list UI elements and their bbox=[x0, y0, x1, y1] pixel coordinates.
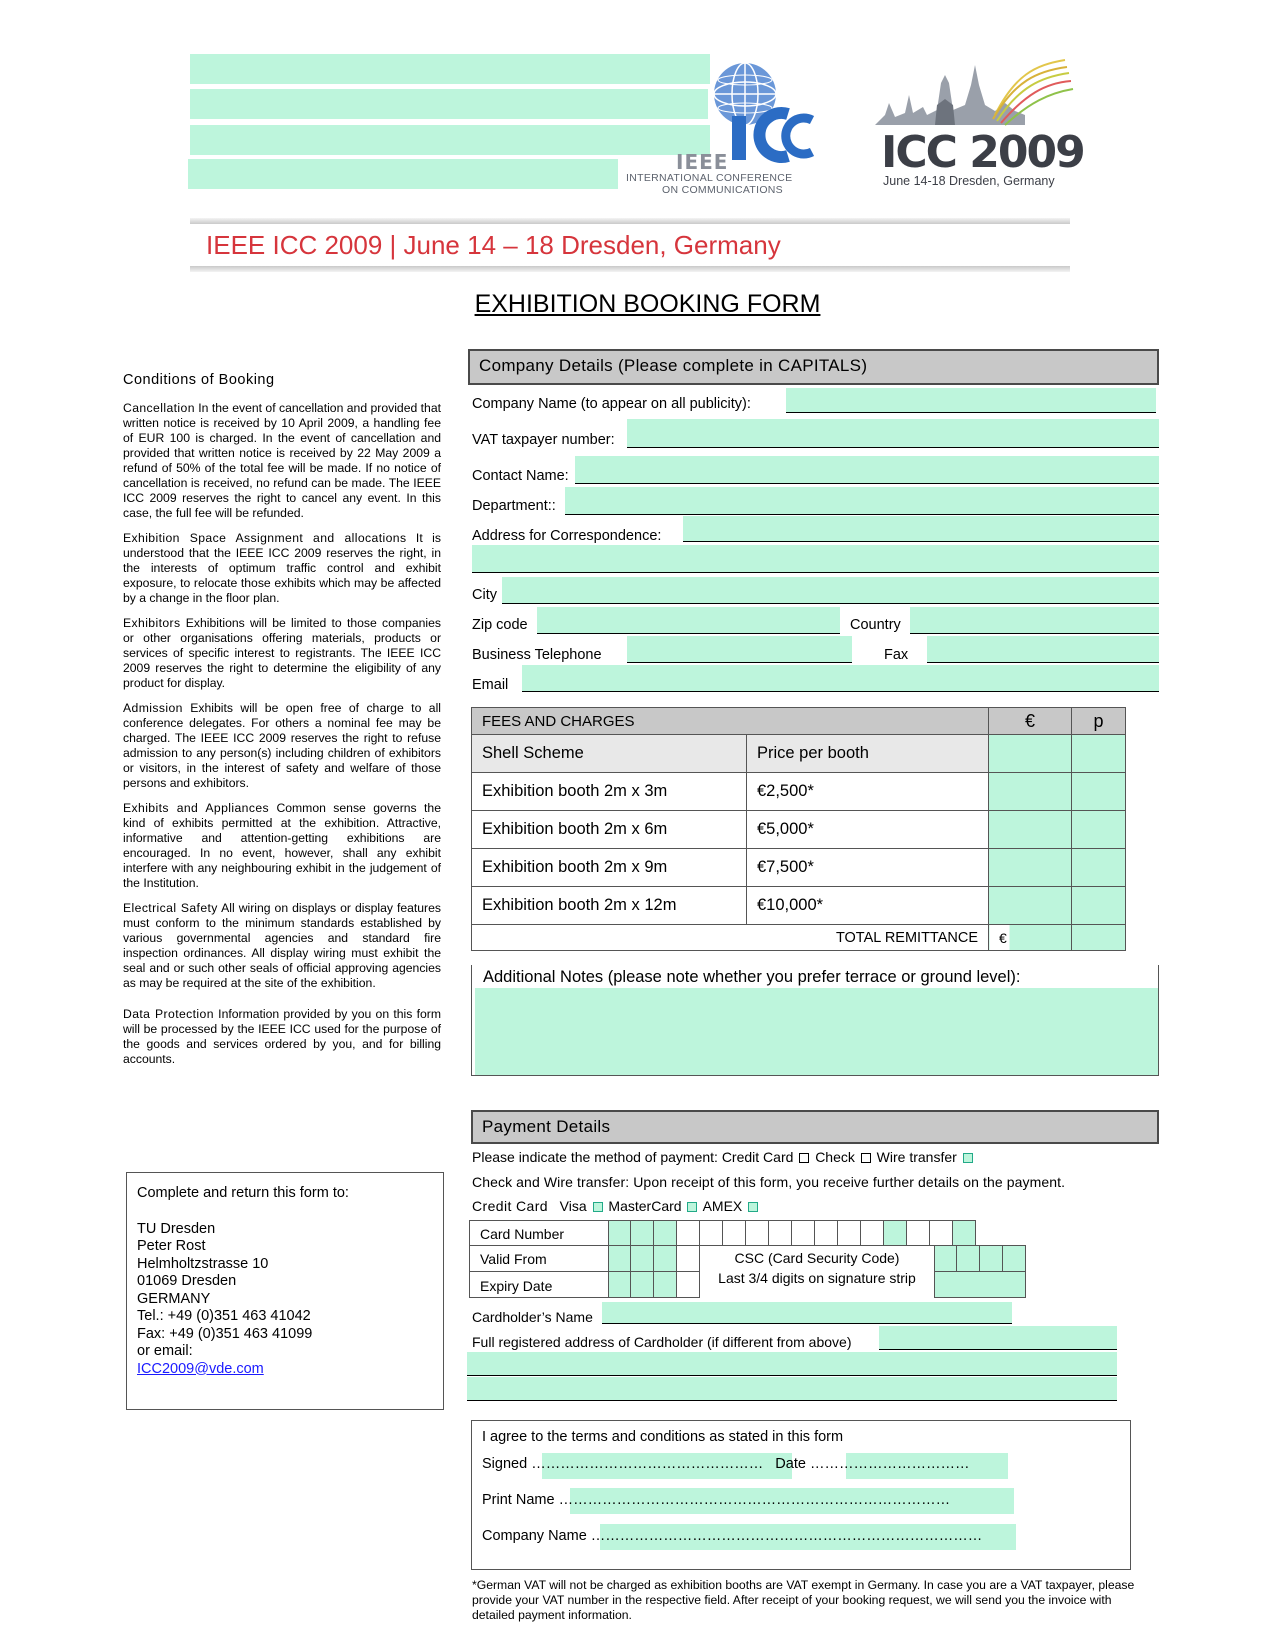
icc2009-subtitle: June 14-18 Dresden, Germany bbox=[883, 174, 1055, 188]
card-digit[interactable] bbox=[746, 1220, 769, 1246]
dresden-skyline-icon bbox=[875, 55, 1085, 135]
expiry-digit[interactable] bbox=[677, 1271, 700, 1298]
address-label: Address for Correspondence: bbox=[472, 528, 662, 544]
booth-name: Exhibition booth 2m x 3m bbox=[472, 773, 747, 811]
fees-header: FEES AND CHARGES bbox=[472, 708, 989, 735]
condition-space-assignment: Exhibition Space Assignment and allocations It is understood that the IEEE ICC 2009 reserves the right, in the interests of optimum traffic control and exhibit exposure, to relocate those exhibits which may be affected by a change in the floor plan. bbox=[123, 531, 441, 605]
return-line: Fax: +49 (0)351 463 41099 bbox=[137, 1325, 313, 1342]
card-digit[interactable] bbox=[953, 1220, 976, 1246]
pence-column-header: p bbox=[1072, 708, 1126, 735]
card-digit[interactable] bbox=[930, 1220, 953, 1246]
card-digit[interactable] bbox=[907, 1220, 930, 1246]
full-address-label: Full registered address of Cardholder (if different from above) bbox=[472, 1334, 852, 1350]
zip-label: Zip code bbox=[472, 617, 528, 633]
valid-digit[interactable] bbox=[631, 1245, 654, 1272]
banner-bottom-rule bbox=[190, 266, 1070, 272]
signed-dots: ………………………………………… bbox=[531, 1456, 764, 1472]
fees-table bbox=[471, 707, 1126, 951]
icc2009-title: ICC 2009 bbox=[881, 127, 1084, 178]
booth-name: Exhibition booth 2m x 12m bbox=[472, 887, 747, 925]
contact-name-field[interactable] bbox=[575, 456, 1159, 484]
mastercard-checkbox[interactable] bbox=[687, 1202, 697, 1212]
signed-row bbox=[482, 1447, 1120, 1481]
booth-price: €7,500* bbox=[747, 849, 989, 887]
card-number-digits[interactable] bbox=[608, 1220, 976, 1246]
agreement-heading: I agree to the terms and conditions as stated in this form bbox=[482, 1429, 844, 1445]
total-currency-symbol: € bbox=[999, 929, 1007, 946]
company-name-dots: ……………………………………………………………………… bbox=[590, 1528, 983, 1544]
zip-field[interactable] bbox=[537, 607, 840, 634]
fax-label: Fax bbox=[884, 647, 909, 663]
conditions-title: Conditions of Booking bbox=[123, 372, 275, 388]
return-address-box bbox=[126, 1172, 444, 1410]
card-type-row: Credit Card Visa MasterCard AMEX bbox=[472, 1198, 760, 1214]
condition-cancellation: Cancellation In the event of cancellation and provided that written notice is received by 10 April 2009, a handling fee of EUR 100 is charged. In the event of cancellation and provided that written notice is received by 22 May 2009 a refund of 50% of the total fee will be made. If no notice of cancellation is received, no refund can be made. The IEEE ICC 2009 reserves the right to cancel any event. In this case, the full fee will be refunded. bbox=[123, 401, 441, 520]
print-name-row bbox=[482, 1483, 1120, 1517]
city-label: City bbox=[472, 587, 497, 603]
country-field[interactable] bbox=[910, 607, 1159, 634]
total-row bbox=[472, 925, 1126, 951]
full-address-field-3[interactable] bbox=[467, 1377, 1117, 1401]
header-field-4[interactable] bbox=[188, 159, 618, 189]
icc-subtitle-1: INTERNATIONAL CONFERENCE bbox=[626, 172, 793, 184]
full-address-field-2[interactable] bbox=[467, 1352, 1117, 1376]
form-title: EXHIBITION BOOKING FORM bbox=[474, 290, 821, 318]
return-line: Peter Rost bbox=[137, 1238, 206, 1254]
phone-field[interactable] bbox=[627, 636, 852, 663]
amount-euro-field[interactable] bbox=[989, 849, 1072, 887]
city-field[interactable] bbox=[502, 577, 1159, 604]
total-pence-field[interactable] bbox=[1072, 925, 1126, 951]
company-name-sig-label: Company Name bbox=[482, 1528, 587, 1544]
card-details-grid bbox=[469, 1220, 1029, 1298]
expiry-label-cell bbox=[469, 1271, 609, 1298]
email-field[interactable] bbox=[522, 665, 1159, 692]
shell-scheme-header: Shell Scheme bbox=[472, 735, 747, 773]
email-label: Email bbox=[472, 677, 509, 693]
table-row bbox=[472, 811, 1126, 849]
department-label: Department:: bbox=[472, 498, 556, 514]
email-link[interactable]: ICC2009@vde.com bbox=[137, 1360, 264, 1377]
check-checkbox[interactable] bbox=[861, 1153, 871, 1163]
return-line: 01069 Dresden bbox=[137, 1273, 237, 1289]
csc-extra-field[interactable] bbox=[934, 1271, 1026, 1298]
return-line: or email: bbox=[137, 1343, 193, 1359]
amount-euro-field[interactable] bbox=[989, 773, 1072, 811]
valid-from-label-cell bbox=[469, 1245, 609, 1272]
expiry-digit[interactable] bbox=[608, 1271, 631, 1298]
booth-price: €5,000* bbox=[747, 811, 989, 849]
additional-notes-field[interactable] bbox=[475, 988, 1158, 1075]
condition-data-protection: Data Protection Information provided by you on this form will be processed by the IEEE ICC used for the purpose of the goods and services ordered by you, and for billing accounts. bbox=[123, 1007, 441, 1066]
booth-name: Exhibition booth 2m x 6m bbox=[472, 811, 747, 849]
valid-from-digits[interactable] bbox=[608, 1245, 700, 1272]
expiry-digits[interactable] bbox=[608, 1271, 700, 1298]
amount-pence-field[interactable] bbox=[1072, 849, 1126, 887]
csc-digit[interactable] bbox=[957, 1245, 980, 1272]
company-name-row bbox=[482, 1519, 1120, 1553]
expiry-digit[interactable] bbox=[654, 1271, 677, 1298]
condition-electrical-safety: Electrical Safety All wiring on displays or display features must conform to the minimum standards established by various governmental agencies and standard fire inspection ordinances. All display wiring must exhibit the seal and or such other seals of official approving agencies as may be required at the site of the exhibition. bbox=[123, 901, 441, 990]
return-heading: Complete and return this form to: bbox=[137, 1185, 349, 1201]
fax-field[interactable] bbox=[927, 636, 1159, 663]
total-euro-field[interactable] bbox=[989, 925, 1072, 951]
csc-label: CSC (Card Security Code) bbox=[734, 1250, 900, 1266]
amount-pence-field[interactable] bbox=[1072, 735, 1126, 773]
expiry-label: Expiry Date bbox=[480, 1278, 553, 1294]
date-label: Date bbox=[775, 1456, 806, 1472]
ieee-logo-text: IEEE bbox=[676, 150, 729, 174]
address-field-1[interactable] bbox=[683, 516, 1159, 542]
return-line: Tel.: +49 (0)351 463 41042 bbox=[137, 1308, 311, 1324]
card-number-label-cell bbox=[469, 1220, 609, 1246]
booth-price: €10,000* bbox=[747, 887, 989, 925]
phone-label: Business Telephone bbox=[472, 647, 602, 663]
banner-top-rule bbox=[190, 218, 1070, 224]
payment-details-header: Payment Details bbox=[471, 1110, 1159, 1144]
signed-label: Signed bbox=[482, 1456, 528, 1472]
card-digit[interactable] bbox=[884, 1220, 907, 1246]
csc-digits[interactable] bbox=[934, 1245, 1026, 1272]
booth-name: Exhibition booth 2m x 9m bbox=[472, 849, 747, 887]
company-name-label: Company Name (to appear on all publicity): bbox=[472, 396, 751, 412]
amount-euro-field[interactable] bbox=[989, 887, 1072, 925]
credit-card-checkbox[interactable] bbox=[799, 1153, 809, 1163]
print-name-dots: ……………………………………………………………………… bbox=[558, 1492, 951, 1508]
department-field[interactable] bbox=[565, 487, 1159, 515]
full-address-field-1[interactable] bbox=[879, 1326, 1117, 1350]
cardholder-label: Cardholder’s Name bbox=[472, 1309, 593, 1325]
card-digit[interactable] bbox=[769, 1220, 792, 1246]
amex-checkbox[interactable] bbox=[748, 1202, 758, 1212]
card-digit[interactable] bbox=[792, 1220, 815, 1246]
conditions-of-booking bbox=[123, 372, 441, 1077]
card-digit[interactable] bbox=[815, 1220, 838, 1246]
vat-label: VAT taxpayer number: bbox=[472, 432, 615, 448]
return-line: Helmholtzstrasse 10 bbox=[137, 1255, 269, 1272]
amount-pence-field[interactable] bbox=[1072, 773, 1126, 811]
return-line: GERMANY bbox=[137, 1290, 211, 1307]
date-dots: …………………………… bbox=[809, 1456, 970, 1472]
card-digit[interactable] bbox=[608, 1220, 631, 1246]
vat-field[interactable] bbox=[627, 419, 1159, 448]
agreement-box bbox=[471, 1420, 1131, 1570]
expiry-digit[interactable] bbox=[631, 1271, 654, 1298]
price-per-booth-header: Price per booth bbox=[747, 735, 989, 773]
payment-method-row: Please indicate the method of payment: Credit Card Check Wire transfer bbox=[472, 1149, 975, 1165]
additional-notes-label: Additional Notes (please note whether you prefer terrace or ground level): bbox=[483, 968, 1021, 986]
amount-euro-field[interactable] bbox=[989, 735, 1072, 773]
vat-footnote: *German VAT will not be charged as exhibition booths are VAT exempt in Germany. In case you are a VAT taxpayer, please provide your VAT number in the respective field. After receipt of your booking request, we will send you the invoice with detailed payment information. bbox=[472, 1578, 1135, 1622]
country-label: Country bbox=[850, 617, 901, 633]
csc-digit[interactable] bbox=[980, 1245, 1003, 1272]
company-name-field[interactable] bbox=[786, 388, 1156, 413]
csc-sublabel: Last 3/4 digits on signature strip bbox=[718, 1270, 916, 1286]
card-digit[interactable] bbox=[700, 1220, 723, 1246]
card-digit[interactable] bbox=[723, 1220, 746, 1246]
icc-subtitle-2: ON COMMUNICATIONS bbox=[662, 184, 783, 196]
card-digit[interactable] bbox=[861, 1220, 884, 1246]
condition-exhibits-appliances: Exhibits and Appliances Common sense governs the kind of exhibits permitted at the exhibition. Attractive, informative and attention-getting exhibitions are encouraged. In no event, however, shall any exhibit interfere with any neighbouring exhibit in the judgement of the Institution. bbox=[123, 801, 441, 890]
condition-exhibitors: Exhibitors Exhibitions will be limited to those companies or other organisations offering materials, products or services of specific interest to registrants. The IEEE ICC 2009 reserves the right to determine the eligibility of any product for display. bbox=[123, 616, 441, 690]
amount-euro-field[interactable] bbox=[989, 811, 1072, 849]
amount-pence-field[interactable] bbox=[1072, 811, 1126, 849]
wire-transfer-checkbox[interactable] bbox=[963, 1153, 973, 1163]
banner-title: IEEE ICC 2009 | June 14 – 18 Dresden, Germany bbox=[206, 230, 781, 260]
valid-digit[interactable] bbox=[608, 1245, 631, 1272]
condition-admission: Admission Exhibits will be open free of charge to all conference delegates. For others a nominal fee may be charged. The IEEE ICC 2009 reserves the right to refuse admission to any person(s) including children of exhibitors or visitors, in the interest of safety and welfare of those persons and exhibitors. bbox=[123, 701, 441, 790]
currency-column-header: € bbox=[989, 708, 1072, 735]
table-row bbox=[472, 773, 1126, 811]
valid-digit[interactable] bbox=[654, 1245, 677, 1272]
ieee-icc-logo bbox=[620, 58, 820, 198]
print-name-label: Print Name bbox=[482, 1492, 555, 1508]
table-row bbox=[472, 849, 1126, 887]
amount-pence-field[interactable] bbox=[1072, 887, 1126, 925]
icc2009-logo bbox=[875, 55, 1085, 195]
additional-notes-box bbox=[471, 965, 1159, 1076]
visa-checkbox[interactable] bbox=[593, 1202, 603, 1212]
address-field-2[interactable] bbox=[472, 545, 1159, 573]
csc-digit[interactable] bbox=[1003, 1245, 1026, 1272]
csc-label-cell bbox=[700, 1245, 934, 1298]
contact-name-label: Contact Name: bbox=[472, 468, 569, 484]
csc-digit[interactable] bbox=[934, 1245, 957, 1272]
valid-digit[interactable] bbox=[677, 1245, 700, 1272]
total-remittance-label: TOTAL REMITTANCE bbox=[472, 925, 989, 951]
table-row bbox=[472, 887, 1126, 925]
return-line: TU Dresden bbox=[137, 1220, 216, 1237]
payment-info: Check and Wire transfer: Upon receipt of this form, you receive further details on the payment. bbox=[472, 1174, 1066, 1190]
booth-price: €2,500* bbox=[747, 773, 989, 811]
card-digit[interactable] bbox=[654, 1220, 677, 1246]
card-digit[interactable] bbox=[838, 1220, 861, 1246]
cardholder-field[interactable] bbox=[602, 1302, 1012, 1324]
card-digit[interactable] bbox=[677, 1220, 700, 1246]
company-details-header: Company Details (Please complete in CAPITALS) bbox=[468, 349, 1159, 385]
card-digit[interactable] bbox=[631, 1220, 654, 1246]
valid-from-label: Valid From bbox=[480, 1251, 547, 1267]
card-number-label: Card Number bbox=[480, 1226, 565, 1242]
